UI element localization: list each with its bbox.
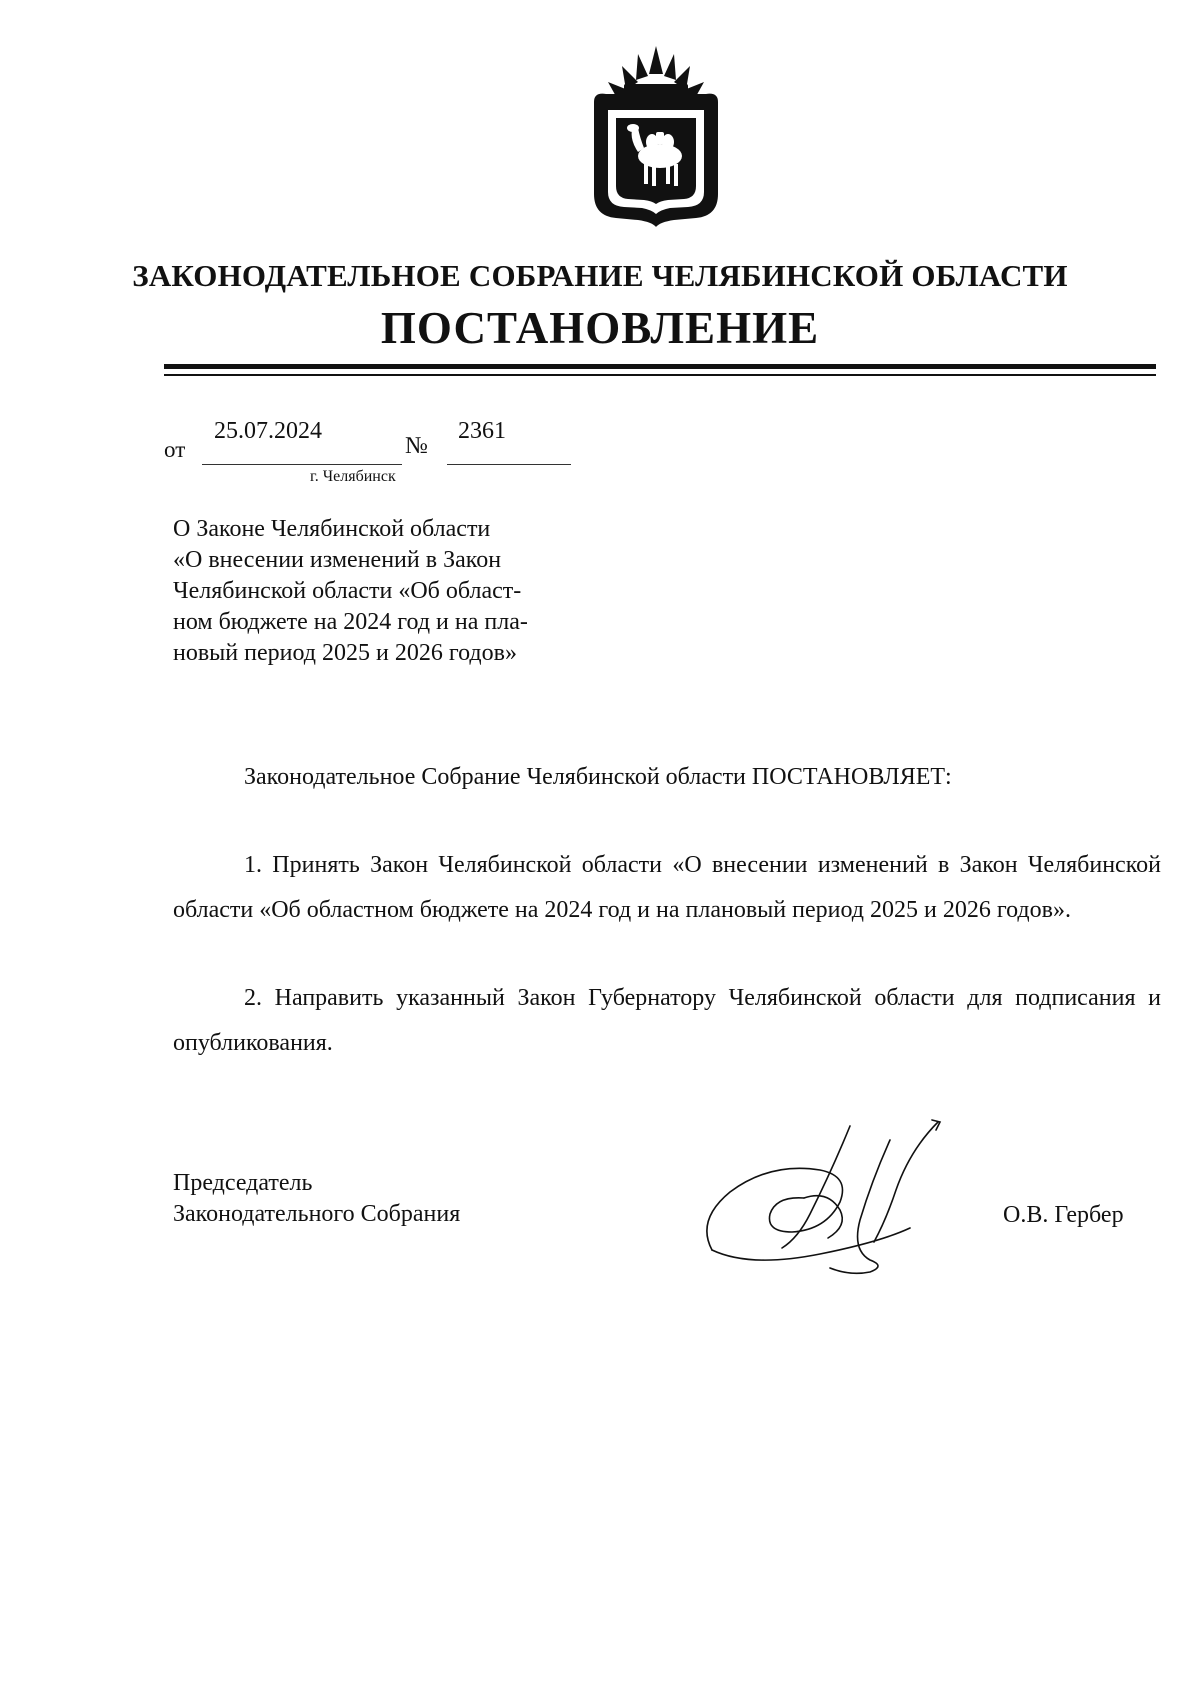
subject-line: ном бюджете на 2024 год и на пла- (173, 609, 528, 635)
date-underline (202, 464, 402, 465)
header-rule-thin (164, 374, 1156, 376)
subject-line: новый период 2025 и 2026 годов» (173, 640, 517, 666)
subject-line: О Законе Челябинской области (173, 516, 491, 542)
resolution-item-1: 1. Принять Закон Челябинской области «О внесении изменений в Закон Челябинской области «Об областном бюджете на 2024 год и на плановый период 2025 и 2026 годов». (173, 852, 1161, 923)
document-type-title: ПОСТАНОВЛЕНИЕ (380, 303, 820, 353)
signatory-title (173, 1168, 460, 1230)
organization-title: ЗАКОНОДАТЕЛЬНОЕ СОБРАНИЕ ЧЕЛЯБИНСКОЙ ОБЛАСТИ (132, 258, 1068, 293)
signatory-name: О.В. Гербер (1003, 1202, 1124, 1228)
date-from-label: от (164, 437, 186, 462)
coat-of-arms-icon (586, 44, 726, 227)
document-date: 25.07.2024 (214, 418, 322, 444)
decree-statement: Законодательное Собрание Челябинской области ПОСТАНОВЛЯЕТ: (244, 764, 952, 790)
document-number: 2361 (458, 418, 506, 444)
number-sign: № (405, 433, 428, 459)
signatory-title-line: Председатель (173, 1170, 313, 1196)
city-label: г. Челябинск (310, 468, 396, 485)
subject-line: Челябинской области «Об област- (173, 578, 522, 604)
resolution-item-2: 2. Направить указанный Закон Губернатору Челябинской области для подписания и опубликования. (173, 985, 1161, 1056)
signatory-title-line: Законодательного Собрания (173, 1201, 461, 1227)
number-underline (447, 464, 571, 465)
handwritten-signature (700, 1110, 960, 1280)
document-subject (173, 514, 565, 669)
header-rule-thick (164, 364, 1156, 369)
subject-line: «О внесении изменений в Закон (173, 547, 502, 573)
